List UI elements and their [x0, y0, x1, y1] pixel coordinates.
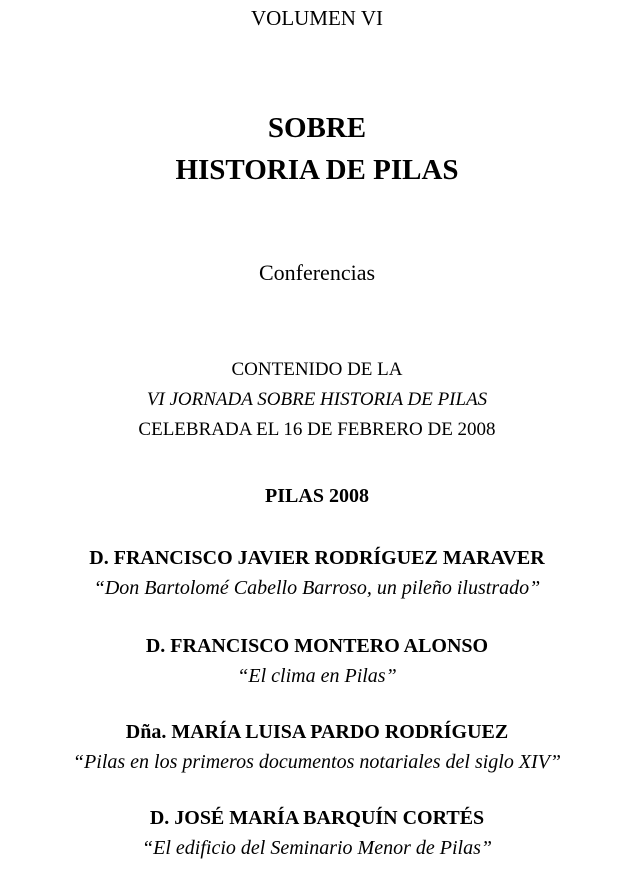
title-line-1: SOBRE [267, 112, 367, 144]
speaker-name: Dña. MARÍA LUISA PARDO RODRÍGUEZ [125, 721, 509, 743]
speaker-name: D. JOSÉ MARÍA BARQUÍN CORTÉS [149, 807, 485, 829]
talk-title: “Don Bartolomé Cabello Barroso, un pileño ilustrado” [93, 577, 541, 599]
contents-line-1: CONTENIDO DE LA [231, 359, 403, 380]
subtitle: Conferencias [258, 260, 376, 285]
volume-label: VOLUMEN VI [250, 6, 384, 30]
speaker-name: D. FRANCISCO JAVIER RODRÍGUEZ MARAVER [89, 547, 545, 569]
title-line-2: HISTORIA DE PILAS [175, 154, 459, 186]
speaker-name: D. FRANCISCO MONTERO ALONSO [145, 635, 489, 657]
place-year: PILAS 2008 [265, 485, 369, 507]
talk-title: “El edificio del Seminario Menor de Pilas” [142, 837, 492, 859]
contents-line-3: CELEBRADA EL 16 DE FEBRERO DE 2008 [138, 419, 496, 440]
talk-title: “El clima en Pilas” [237, 665, 397, 687]
contents-line-2: VI JORNADA SOBRE HISTORIA DE PILAS [146, 389, 488, 410]
talk-title: “Pilas en los primeros documentos notariales del siglo XIV” [72, 751, 562, 773]
